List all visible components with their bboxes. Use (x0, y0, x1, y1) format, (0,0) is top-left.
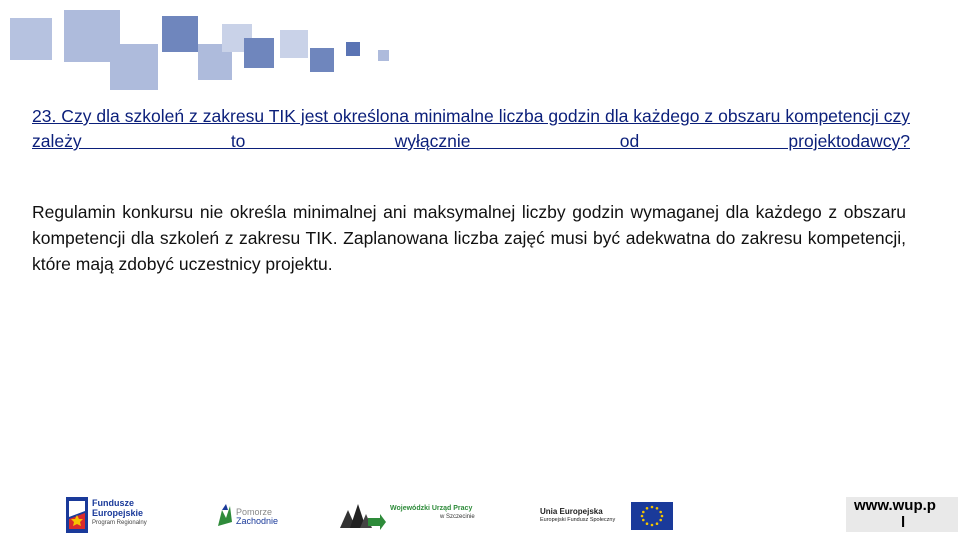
square-decoration (110, 44, 158, 90)
square-decoration (346, 42, 360, 56)
square-decoration (310, 48, 334, 72)
logo-wup-szczecin (338, 500, 488, 532)
square-decoration (244, 38, 274, 68)
square-decoration (10, 18, 52, 60)
wup-line1: Wojewódzki Urząd Pracy (390, 505, 473, 512)
logo-unia-europejska (540, 500, 680, 530)
question-heading: 23. Czy dla szkoleń z zakresu TIK jest określona minimalne liczba godzin dla każdego z obszaru kompetencji czy zależy to wyłącznie od projektodawcy? (32, 106, 910, 151)
fe-line2: Europejskie (92, 508, 144, 518)
wup-blocks-icon (338, 500, 386, 530)
logo-pomorze-zachodnie (214, 500, 284, 530)
website-url-tail[interactable]: l (901, 514, 906, 531)
footer-logos (0, 490, 960, 540)
wup-line2: w Szczecinie (440, 514, 475, 520)
pomorze-bird-icon (214, 500, 236, 530)
answer-text: Regulamin konkursu nie określa minimalnej ani maksymalnej liczby godzin wymaganej dla każdego z obszaru kompetencji dla szkoleń z zakresu TIK. Zaplanowana liczba zajęć musi być adekwatna do zakresu kompetencji, które mają zdobyć uczestnicy projektu. (32, 202, 906, 274)
pomorze-line1: Pomorze (236, 507, 273, 517)
square-decoration (280, 30, 308, 58)
eu-flag-icon (631, 502, 673, 530)
square-decoration (378, 50, 389, 61)
website-url-box (846, 497, 958, 532)
fe-line1: Fundusze (92, 498, 134, 508)
ue-line2: Europejski Fundusz Społeczny (540, 517, 616, 523)
fundusze-europejskie-icon (66, 497, 88, 533)
logo-fundusze-europejskie (66, 496, 166, 534)
ue-line1: Unia Europejska (540, 507, 603, 516)
website-url[interactable]: www.wup.p (854, 497, 936, 514)
pomorze-line2: Zachodnie (236, 516, 279, 526)
square-decoration (162, 16, 198, 52)
fe-line3: Program Regionalny (92, 520, 147, 526)
